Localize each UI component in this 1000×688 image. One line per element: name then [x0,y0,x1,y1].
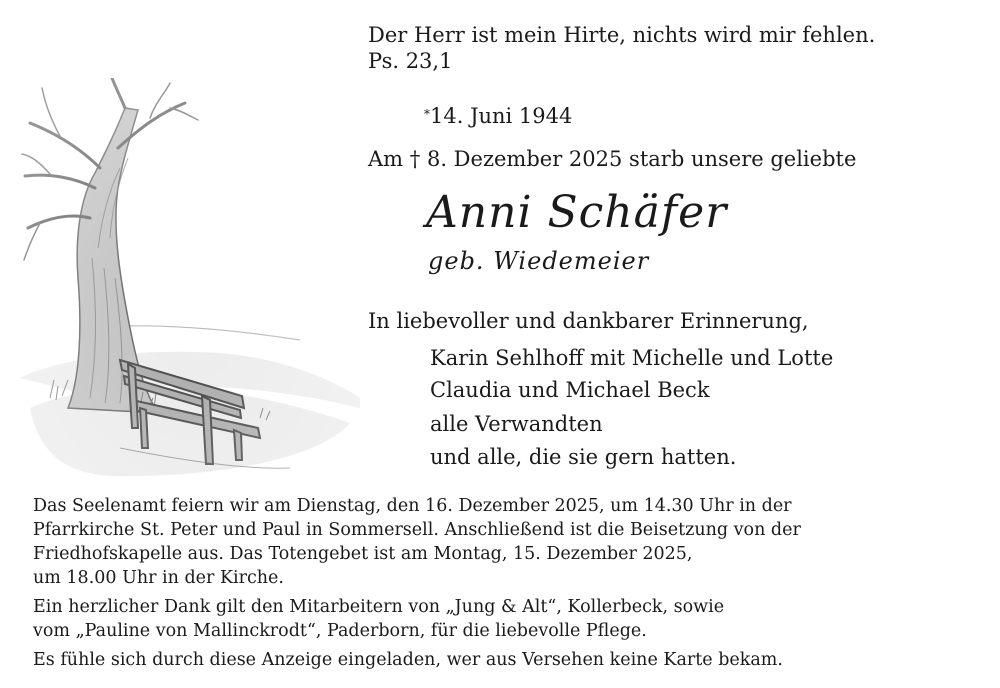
notice-line-1: Das Seelenamt feiern wir am Dienstag, den 16. Dezember 2025, um 14.30 Uhr in der [33,496,792,516]
mourner-1: Karin Sehlhoff mit Michelle und Lotte [430,346,834,370]
notice-line-4: um 18.00 Uhr in der Kirche. [33,568,284,588]
death-text: 8. Dezember 2025 starb unsere geliebte [426,147,857,171]
death-prefix: Am [368,147,404,171]
mourner-2: Claudia und Michael Beck [430,378,710,402]
birth-marker: * [424,107,430,121]
death-line [368,146,856,172]
thanks-line-2: vom „Pauline von Mallinckrodt“, Paderborn, für die liebevolle Pflege. [33,621,647,641]
mourner-3: alle Verwandten [430,412,603,436]
verse-reference: Ps. 23,1 [368,49,453,73]
notice-line-3: Friedhofskapelle aus. Das Totengebet ist am Montag, 15. Dezember 2025, [33,544,693,564]
bible-verse: Der Herr ist mein Hirte, nichts wird mir fehlen. [368,23,876,47]
mourner-4: und alle, die sie gern hatten. [430,445,737,469]
birth-date: 14. Juni 1944 [430,104,573,128]
tree-bench-illustration [20,78,370,488]
birth-line [424,103,572,129]
thanks-line-1: Ein herzlicher Dank gilt den Mitarbeitern von „Jung & Alt“, Kollerbeck, sowie [33,597,725,617]
cross-icon: † [409,147,421,171]
deceased-name: Anni Schäfer [426,187,728,238]
maiden-name: geb. Wiedemeier [428,247,650,275]
notice-line-2: Pfarrkirche St. Peter und Paul in Sommersell. Anschließend ist die Beisetzung von der [33,520,801,540]
invitation-line: Es fühle sich durch diese Anzeige eingeladen, wer aus Versehen keine Karte bekam. [33,650,783,670]
remembrance-line: In liebevoller und dankbarer Erinnerung, [368,309,809,333]
